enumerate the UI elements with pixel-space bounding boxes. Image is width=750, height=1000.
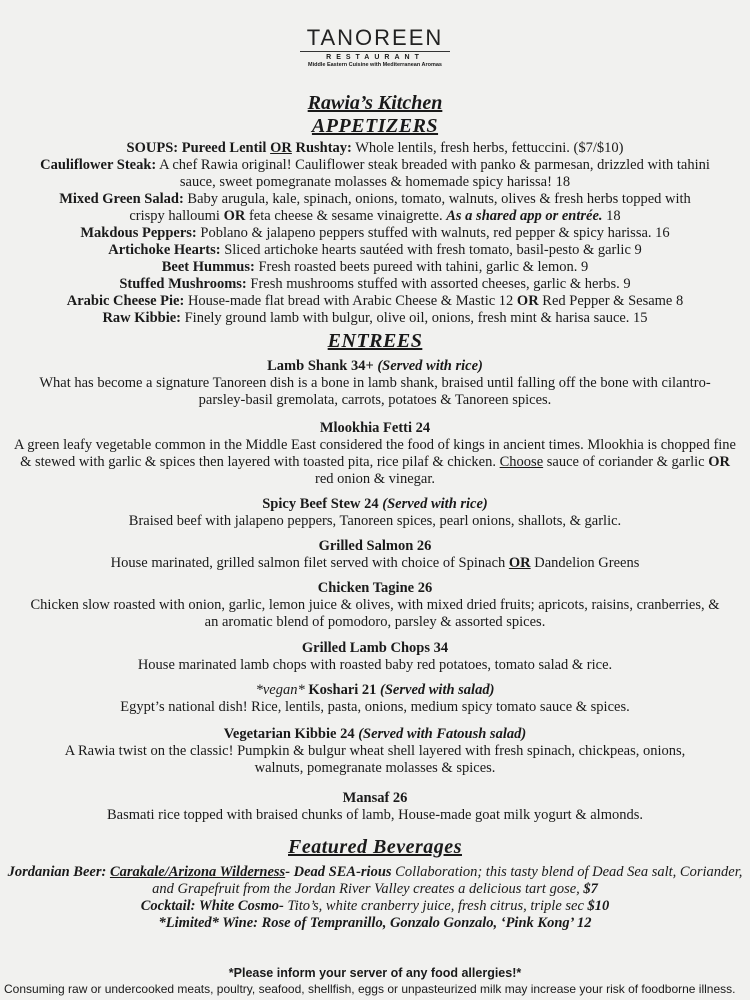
menu-item-mlookhia-fetti: Mlookhia Fetti 24 A green leafy vegetable common in the Middle East considered the food of kings in ancient times. Mlookhia is chopped fine & stewed with garlic & spices then layered with toasted pita, rice pilaf & chicken. Choose sauce of coriander & garlic OR red onion & vinegar. — [14, 420, 736, 487]
kitchen-title: Rawia’s Kitchen — [307, 92, 443, 114]
menu-item-soups: SOUPS: Pureed Lentil OR Rushtay: Whole lentils, fresh herbs, fettuccini. ($7/$10) — [126, 140, 624, 156]
menu-item-artichoke-hearts: Artichoke Hearts: Sliced artichoke hearts sautéed with fresh tomato, basil-pesto & garlic 9 — [108, 242, 642, 258]
menu-item-chicken-tagine: Chicken Tagine 26 Chicken slow roasted with onion, garlic, lemon juice & olives, with mixed dried fruits; apricots, raisins, cranberries, & an aromatic blend of pomodoro, parsley & assorted spices. — [30, 580, 720, 630]
beverage-cocktail: Cocktail: White Cosmo- Tito’s, white cranberry juice, fresh citrus, triple sec $10 — [140, 898, 610, 914]
menu-item-lamb-shank: Lamb Shank 34+ (Served with rice) What has become a signature Tanoreen dish is a bone in lamb shank, braised until falling off the bone with cilantro-parsley-basil gremolata, carrots, potatoes & Tanoreen spices. — [39, 358, 711, 408]
menu-item-grilled-salmon: Grilled Salmon 26 House marinated, grilled salmon filet served with choice of Spinach OR Dandelion Greens — [110, 538, 640, 571]
beverage-beer: Jordanian Beer: Carakale/Arizona Wilderness- Dead SEA-rious Collaboration; this tasty blend of Dead Sea salt, Coriander, and Grapefruit from the Jordan River Valley creates a delicious tart gose, $7 — [7, 864, 743, 897]
menu-item-makdous-peppers: Makdous Peppers: Poblano & jalapeno peppers stuffed with walnuts, red pepper & spicy harissa. 16 — [80, 225, 670, 241]
beverages-list — [0, 864, 750, 932]
beverage-wine: *Limited* Wine: Rose of Tempranillo, Gonzalo Gonzalo, ‘Pink Kong’ 12 — [158, 915, 592, 931]
menu-item-koshari: *vegan* Koshari 21 (Served with salad) Egypt’s national dish! Rice, lentils, pasta, onions, medium spicy tomato sauce & spices. — [120, 682, 630, 715]
appetizers-list — [0, 140, 750, 327]
beverages-heading: Featured Beverages — [288, 836, 462, 858]
menu-item-grilled-lamb-chops: Grilled Lamb Chops 34 House marinated lamb chops with roasted baby red potatoes, tomato salad & rice. — [137, 640, 613, 673]
menu-item-arabic-cheese-pie: Arabic Cheese Pie: House-made flat bread with Arabic Cheese & Mastic 12 OR Red Pepper & Sesame 8 — [66, 293, 684, 309]
entrees-heading: ENTREES — [327, 330, 423, 352]
consumption-warning: Consuming raw or undercooked meats, poultry, seafood, shellfish, eggs or unpasteurized milk may increase your risk of foodborne illness. — [4, 982, 736, 996]
menu-item-stuffed-mushrooms: Stuffed Mushrooms: Fresh mushrooms stuffed with assorted cheeses, garlic & herbs. 9 — [119, 276, 631, 292]
restaurant-logo — [300, 26, 450, 69]
appetizers-heading: APPETIZERS — [311, 115, 439, 137]
logo-sub: RESTAURANT — [326, 54, 424, 61]
menu-item-spicy-beef-stew: Spicy Beef Stew 24 (Served with rice) Braised beef with jalapeno peppers, Tanoreen spices, pearl onions, shallots, & garlic. — [128, 496, 622, 529]
menu-item-mixed-green-salad: Mixed Green Salad: Baby arugula, kale, spinach, onions, tomato, walnuts, olives & fresh herbs topped with crispy halloumi OR feta cheese & sesame vinaigrette. As a shared app or entrée. 18 — [59, 191, 691, 224]
logo-tagline: Middle Eastern Cuisine with Mediterranean Aromas — [308, 62, 442, 68]
menu-item-beet-hummus: Beet Hummus: Fresh roasted beets pureed with tahini, garlic & lemon. 9 — [161, 259, 589, 275]
menu-item-vegetarian-kibbie: Vegetarian Kibbie 24 (Served with Fatoush salad) A Rawia twist on the classic! Pumpkin & bulgur wheat shell layered with fresh spinach, chickpeas, onions, walnuts, pomegranate molasses & spices. — [64, 726, 686, 776]
menu-item-mansaf: Mansaf 26 Basmati rice topped with braised chunks of lamb, House-made goat milk yogurt & almonds. — [107, 790, 643, 823]
menu-item-raw-kibbie: Raw Kibbie: Finely ground lamb with bulgur, olive oil, onions, fresh mint & harisa sauce. 15 — [102, 310, 648, 326]
menu-item-cauliflower-steak: Cauliflower Steak: A chef Rawia original! Cauliflower steak breaded with panko & parmesan, drizzled with tahini sauce, sweet pomegranate molasses & homemade spicy harissa! 18 — [40, 157, 710, 190]
logo-rule — [300, 51, 450, 52]
allergy-note: *Please inform your server of any food allergies!* — [228, 966, 522, 980]
logo-name: TANOREEN — [306, 25, 444, 50]
